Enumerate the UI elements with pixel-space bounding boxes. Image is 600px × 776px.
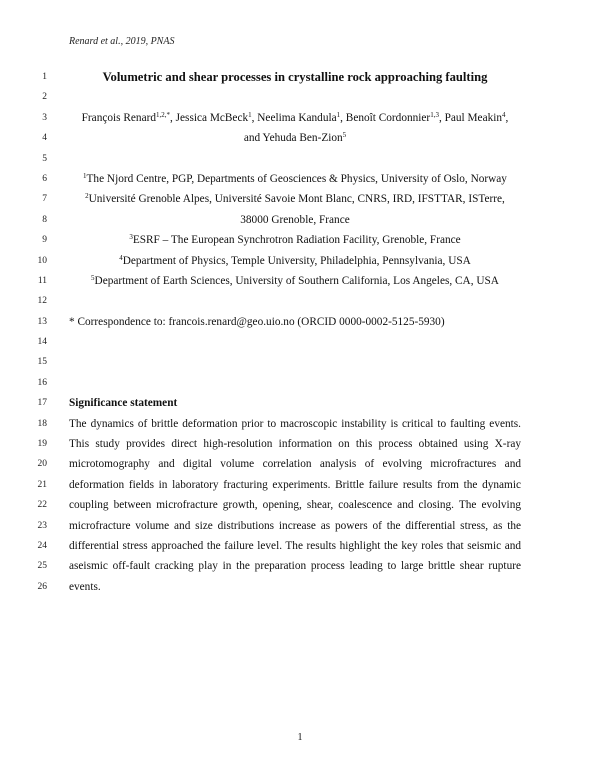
- significance-heading: Significance statement: [69, 397, 178, 410]
- significance-line: coupling between microfracture growth, opening, shear, coalescence and closing. The evolving: [69, 499, 521, 512]
- line-number: 8: [42, 214, 47, 225]
- affiliation-4: $^4$Department of Physics, Temple University, Philadelphia, Pennsylvania, USA: [119, 253, 471, 267]
- affiliation-1: $^1$The Njord Centre, PGP, Departments of Geosciences & Physics, University of Oslo, Norway: [83, 171, 507, 185]
- manuscript-body: [0, 67, 600, 597]
- significance-line: microfracture volume and size distributions increase as powers of the differential stress, as the: [69, 519, 521, 532]
- line-number: 19: [37, 439, 47, 450]
- significance-line: differential stress approached the failure level. The results highlight the key roles that seismic and: [69, 539, 521, 552]
- line-number: 2: [42, 92, 47, 103]
- line-number: 25: [37, 561, 47, 572]
- line-number: 24: [37, 540, 47, 551]
- affiliation-2: $^2$Université Grenoble Alpes, Université Savoie Mont Blanc, CNRS, IRD, IFSTTAR, ISTerre,: [85, 192, 505, 206]
- running-header: Renard et al., 2019, PNAS: [69, 36, 175, 47]
- line-number: 18: [37, 418, 47, 429]
- author-list-continued: and Yehuda Ben-Zion$^5$: [243, 131, 347, 145]
- line-number: 9: [42, 235, 47, 246]
- page-number: 1: [297, 732, 303, 743]
- line-number: 13: [37, 316, 47, 327]
- line-number: 26: [37, 581, 47, 592]
- line-number: 7: [42, 194, 47, 205]
- line-number: 21: [37, 479, 47, 490]
- line-number: 4: [42, 133, 47, 144]
- line-number: 5: [42, 153, 47, 164]
- affiliation-5: $^5$Department of Earth Sciences, University of Southern California, Los Angeles, CA, USA: [91, 273, 499, 287]
- line-number: 3: [42, 112, 47, 123]
- line-number: 6: [42, 173, 47, 184]
- paper-title: Volumetric and shear processes in crystalline rock approaching faulting: [102, 70, 488, 84]
- significance-line: microtomography and digital volume correlation analysis of evolving microfractures and: [69, 458, 521, 471]
- significance-line: events.: [69, 580, 101, 593]
- line-number: 14: [37, 337, 47, 348]
- line-number: 11: [37, 275, 47, 286]
- correspondence: * Correspondence to: francois.renard@geo.uio.no (ORCID 0000-0002-5125-5930): [69, 315, 445, 328]
- line-number: 23: [37, 520, 47, 531]
- line-number: 10: [37, 255, 47, 266]
- significance-line: deformation fields in laboratory fracturing experiments. Brittle failure results from the dynamic: [69, 478, 521, 491]
- line-number: 1: [42, 72, 47, 82]
- line-number: 20: [37, 459, 47, 470]
- line-number: 12: [37, 296, 47, 307]
- significance-line: The dynamics of brittle deformation prior to macroscopic instability is critical to faulting events.: [69, 417, 521, 430]
- affiliation-2-continued: 38000 Grenoble, France: [240, 213, 350, 226]
- line-number: 17: [37, 398, 47, 409]
- author-list: François Renard$^{1,2,*}$, Jessica McBeck$^1$, Neelima Kandula$^1$, Benoît Cordonnier$^{1,3}$, Paul Meakin$^4$,: [81, 110, 509, 124]
- line-number: 16: [37, 377, 47, 388]
- line-number: 15: [37, 357, 47, 368]
- line-number: 22: [37, 500, 47, 511]
- significance-line: aseismic off-fault cracking play in the preparation process leading to large brittle shear rupture: [69, 560, 521, 573]
- affiliation-3: $^3$ESRF – The European Synchrotron Radiation Facility, Grenoble, France: [129, 233, 461, 247]
- significance-line: This study provides direct high-resolution information on this process obtained using X-ray: [69, 438, 521, 451]
